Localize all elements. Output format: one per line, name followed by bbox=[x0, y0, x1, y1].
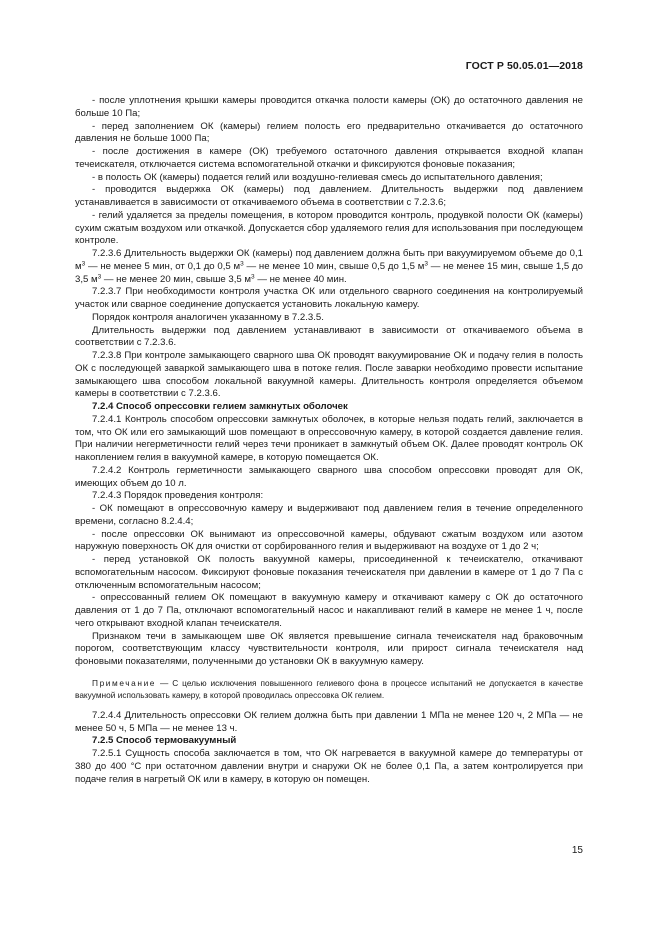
paragraph: Длительность выдержки под давлением устанавливают в зависимости от откачиваемого объема в соответствии с 7.2.3.6. bbox=[75, 324, 583, 349]
list-item: - перед заполнением ОК (камеры) гелием полость его предварительно откачивается до остаточного давления не больше 1000 Па; bbox=[75, 120, 583, 145]
paragraph: 7.2.4.3 Порядок проведения контроля: bbox=[92, 490, 264, 502]
list-item: - после уплотнения крышки камеры проводится откачка полости камеры (ОК) до остаточного давления не больше 10 Па; bbox=[75, 95, 583, 119]
paragraph: 7.2.3.8 При контроле замыкающего сварного шва ОК проводят вакуумирование ОК и подачу гелия в полость ОК с последующей заваркой замыкающего шва в потоке гелия. После заварки необходимо провести испытание замыкающего шва способом локальной вакуумной камеры. Длительность контроля определяется объемом камеры в соответствии с 7.2.3.6. bbox=[75, 350, 583, 400]
paragraph: Признаком течи в замыкающем шве ОК является превышение сигнала течеискателя над браковочным порогом, соответствующим классу чувствительности контроля, или прирост сигнала течеискателя над фоновыми показателями, полученными до установки ОК в вакуумную камеру. bbox=[75, 630, 583, 667]
text-fragment: 7.2.3.6 Длительность выдержки ОК (камеры) под давлением должна быть при вакуумируемом объеме до 0,1 м bbox=[75, 248, 583, 272]
paragraph: 7.2.4.2 Контроль герметичности замыкающего сварного шва способом опрессовки проводят для ОК, имеющих объем до 10 л. bbox=[75, 464, 583, 489]
text-fragment: — не менее 5 мин, от 0,1 до 0,5 м bbox=[85, 260, 241, 272]
list-item: - гелий удаляется за пределы помещения, в котором проводится контроль, продувкой полости ОК (камеры) сухим сжатым воздухом или откачкой. Допускается сбор удаляемого гелия для использования при последующем контроле. bbox=[75, 209, 583, 247]
superscript: 3 bbox=[97, 273, 102, 280]
list-item: - ОК помещают в опрессовочную камеру и выдерживают под давлением гелия в течение определенного времени, согласно 8.2.4.4; bbox=[75, 503, 583, 527]
list-item: - в полость ОК (камеры) подается гелий или воздушно-гелиевая смесь до испытательного давления; bbox=[92, 171, 543, 183]
text-fragment: — не менее 40 мин. bbox=[254, 273, 347, 285]
paragraph: 7.2.4.1 Контроль способом опрессовки замкнутых оболочек, в которые нельзя подать гелий, заключается в том, что ОК или его замыкающий шов помещают в опрессовочную камеру, в которой создается давление гелия. При наличии негерметичности гелий через течи проникает в замкнутый объем ОК. Далее проводят контроль ОК накоплением гелия в вакуумной камере, в которую помещается ОК. bbox=[75, 413, 583, 463]
superscript: 3 bbox=[240, 260, 244, 268]
paragraph: 7.2.4.4 Длительность опрессовки ОК гелием должна быть при давлении 1 МПа не менее 120 ч, 2 МПа — не менее 50 ч, 5 МПа — не менее 13 ч. bbox=[75, 709, 583, 734]
note-text: — С целью исключения повышенного гелиевого фона в процессе испытаний не допускается в качестве вакуумной использовать камеру, в которой проводилась опрессовка ОК гелием. bbox=[75, 677, 583, 700]
paragraph: Порядок контроля аналогичен указанному в 7.2.3.5. bbox=[92, 311, 324, 323]
text-fragment: — не менее 15 мин, свыше 1,5 до 3,5 м bbox=[75, 260, 583, 285]
document-code: ГОСТ Р 50.05.01—2018 bbox=[465, 60, 583, 72]
list-item: - проводится выдержка ОК (камеры) под давлением. Длительность выдержки под давлением устанавливается в зависимости от откачиваемого объема в соответствии с 7.2.3.6; bbox=[75, 184, 583, 208]
superscript: 3 bbox=[251, 273, 255, 280]
paragraph: 7.2.5.1 Сущность способа заключается в том, что ОК нагревается в вакуумной камере до температуры от 380 до 400 °С при остаточном давлении внутри и снаружи ОК не более 0,1 Па, а затем контролируется при подаче гелия в нагретый ОК или в камеру, в которую он помещен. bbox=[75, 748, 583, 785]
superscript: 3 bbox=[81, 260, 86, 268]
note-label: Примечание bbox=[92, 677, 157, 688]
text-fragment: — не менее 10 мин, свыше 0,5 до 1,5 м bbox=[243, 260, 425, 272]
list-item: - после достижения в камере (ОК) требуемого остаточного давления открывается входной клапан течеискателя, отключается система вспомогательной откачки и фиксируются фоновые показания; bbox=[75, 146, 583, 170]
note bbox=[75, 677, 583, 701]
text-fragment: — не менее 20 мин, свыше 3,5 м bbox=[101, 273, 252, 285]
list-item: - опрессованный гелием ОК помещают в вакуумную камеру и откачивают камеру с ОК до остаточного давления от 1 до 7 Па, отключают вспомогательный насос и накапливают гелий в камере не менее 1 ч, после чего открывают входной клапан течеискателя. bbox=[75, 592, 583, 629]
section-heading: 7.2.4 Способ опрессовки гелием замкнутых оболочек bbox=[92, 401, 348, 412]
page-number: 15 bbox=[571, 845, 583, 856]
superscript: 3 bbox=[424, 260, 428, 268]
list-item: - после опрессовки ОК вынимают из опрессовочной камеры, обдувают сжатым воздухом или азотом наружную поверхность ОК для очистки от сорбированного гелия и выдерживают на воздухе от 1 до 2 ч; bbox=[75, 528, 583, 553]
paragraph-7-2-3-6 bbox=[75, 248, 583, 286]
list-item: - перед установкой ОК полость вакуумной камеры, присоединенной к течеискателю, откачивают вспомогательным насосом. Фиксируют фоновые показания течеискателя при давлении в камере от 1 до 7 Па с отключенным вспомогательным насосом; bbox=[75, 554, 583, 591]
paragraph: 7.2.3.7 При необходимости контроля участка ОК или отдельного сварного соединения на контролируемый участок или сварное соединение допускается установить локальную камеру. bbox=[75, 286, 583, 310]
section-heading: 7.2.5 Способ термовакуумный bbox=[92, 735, 237, 747]
document-body bbox=[75, 95, 583, 786]
